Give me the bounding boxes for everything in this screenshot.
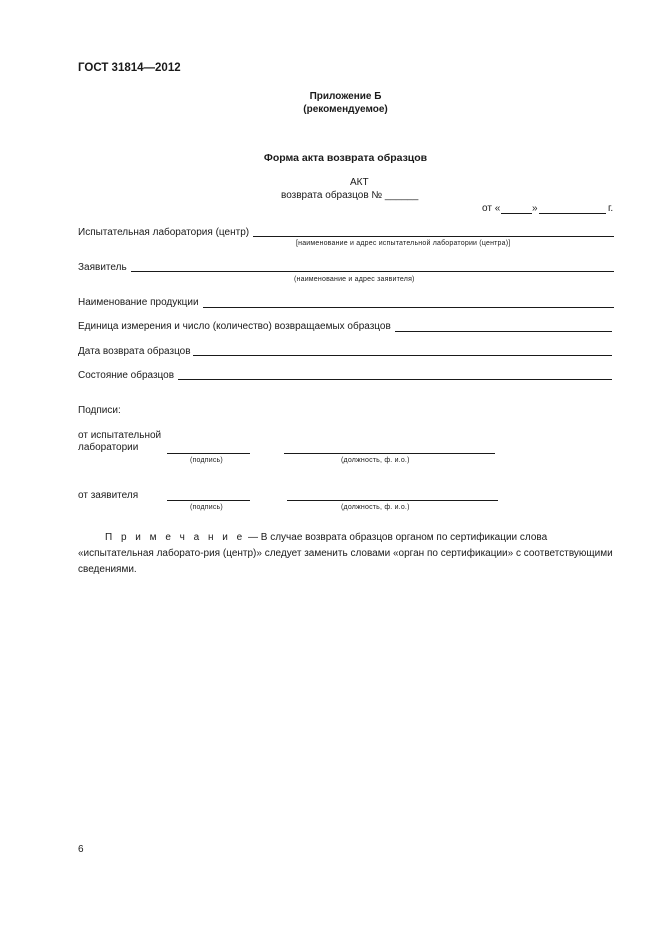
note xyxy=(78,530,614,578)
date-prefix: от « xyxy=(482,203,501,214)
appendix-status: (рекомендуемое) xyxy=(303,104,388,115)
akt-heading: АКТ xyxy=(350,177,369,188)
product-label: Наименование продукции xyxy=(78,297,199,308)
note-label: П р и м е ч а н и е xyxy=(105,532,246,543)
return-date-field[interactable] xyxy=(193,355,612,356)
unit-label: Единица измерения и число (количество) возвращаемых образцов xyxy=(78,321,391,332)
form-title: Форма акта возврата образцов xyxy=(263,152,428,164)
sig-applicant-label: от заявителя xyxy=(78,490,139,501)
standard-number: ГОСТ 31814—2012 xyxy=(78,62,181,74)
condition-field[interactable] xyxy=(178,379,612,380)
sig-applicant-signature-field[interactable] xyxy=(167,500,250,501)
return-date-label: Дата возврата образцов xyxy=(78,346,191,357)
sig-lab-label-line1: от испытательной xyxy=(78,430,162,441)
unit-field[interactable] xyxy=(395,331,612,332)
lab-field[interactable] xyxy=(253,236,614,237)
lab-hint: [наименование и адрес испытательной лаборатории (центра)] xyxy=(296,240,511,247)
date-mid: » xyxy=(532,203,538,214)
akt-subtitle: возврата образцов № ______ xyxy=(281,190,419,201)
applicant-hint: (наименование и адрес заявителя) xyxy=(294,276,415,283)
sig-applicant-position-hint: (должность, ф. и.о.) xyxy=(341,504,410,511)
applicant-label: Заявитель xyxy=(78,262,127,273)
date-day-field[interactable] xyxy=(501,213,532,214)
signatures-title: Подписи: xyxy=(78,405,121,416)
sig-lab-signature-field[interactable] xyxy=(167,453,250,454)
condition-label: Состояние образцов xyxy=(78,370,175,381)
page-number: 6 xyxy=(78,844,84,855)
sig-applicant-signature-hint: (подпись) xyxy=(190,504,223,511)
sig-lab-signature-hint: (подпись) xyxy=(190,457,223,464)
sig-lab-position-field[interactable] xyxy=(284,453,495,454)
lab-label: Испытательная лаборатория (центр) xyxy=(78,227,250,238)
applicant-field[interactable] xyxy=(131,271,614,272)
product-field[interactable] xyxy=(203,307,614,308)
sig-lab-position-hint: (должность, ф. и.о.) xyxy=(341,457,410,464)
appendix-title: Приложение Б xyxy=(309,91,382,102)
note-text: — В случае возврата образцов органом по сертификации слова «испытательная лаборато-рия (центр)» следует заменить словами «орган по сертификации» с соответствующими сведениями. xyxy=(78,532,613,575)
sig-lab-label-line2: лаборатории xyxy=(78,442,139,453)
date-suffix: г. xyxy=(608,203,614,214)
date-month-field[interactable] xyxy=(539,213,606,214)
sig-applicant-position-field[interactable] xyxy=(287,500,498,501)
